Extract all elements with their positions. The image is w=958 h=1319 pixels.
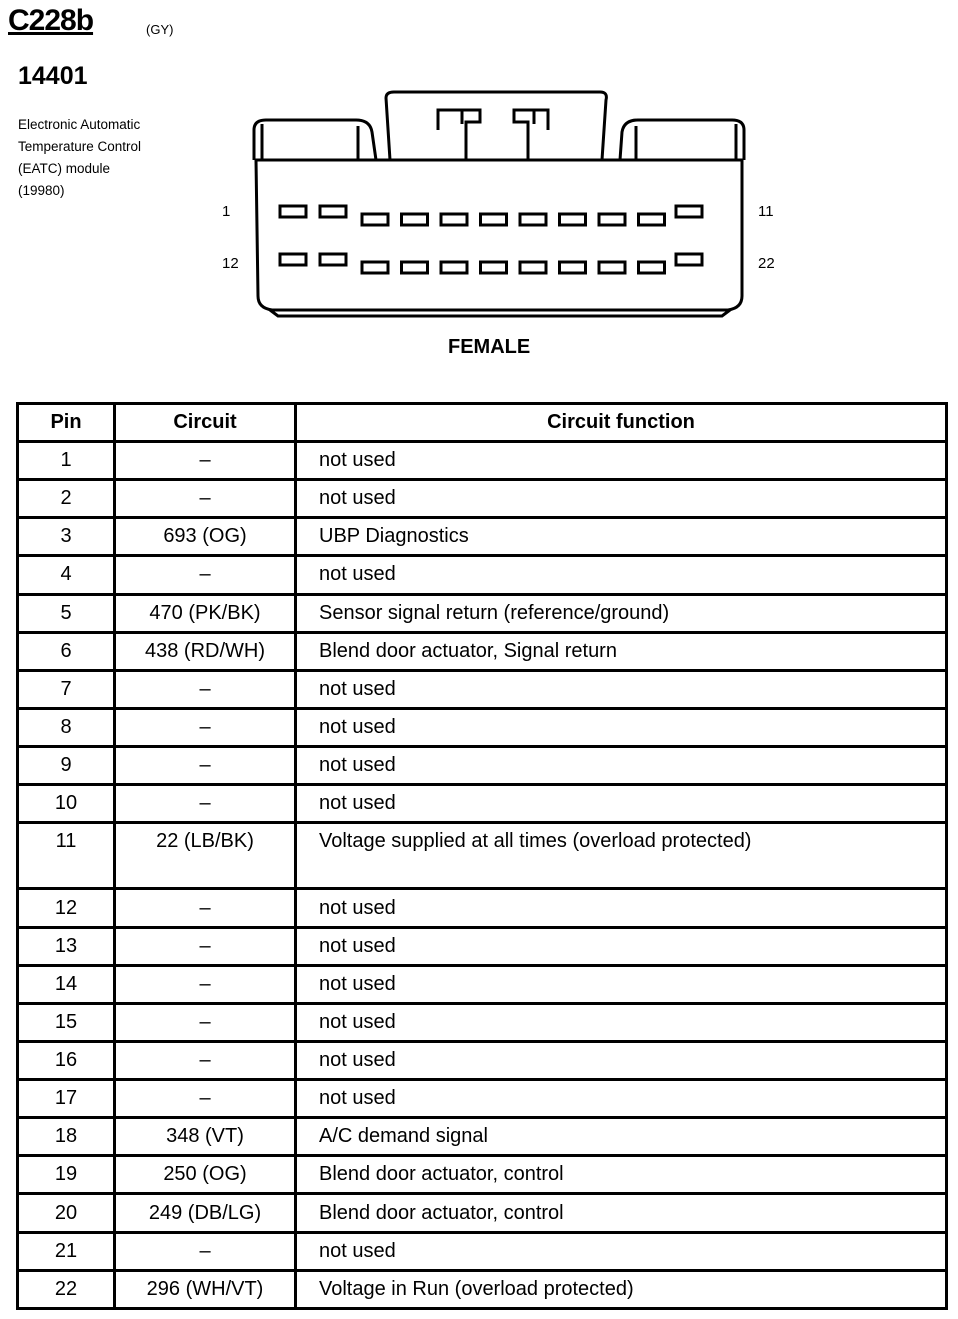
table-row xyxy=(18,785,947,823)
pin-cell: 10 xyxy=(18,785,115,823)
function-cell: Voltage in Run (overload protected) xyxy=(296,1270,947,1308)
connector-face-diagram xyxy=(230,88,760,320)
circuit-cell: – xyxy=(115,889,296,927)
pin-cell: 1 xyxy=(18,442,115,480)
pin-cavity xyxy=(481,214,507,225)
connector-color-code: (GY) xyxy=(146,22,174,37)
pin-label-1: 1 xyxy=(222,203,231,220)
column-header-pin: Pin xyxy=(18,404,115,442)
function-cell: not used xyxy=(296,965,947,1003)
pin-cavity xyxy=(599,262,625,273)
column-header-function: Circuit function xyxy=(296,404,947,442)
circuit-cell: – xyxy=(115,442,296,480)
pin-cavity xyxy=(280,254,306,265)
pin-cavity xyxy=(639,214,665,225)
table-row xyxy=(18,965,947,1003)
table-row xyxy=(18,670,947,708)
function-cell: not used xyxy=(296,1041,947,1079)
function-cell: not used xyxy=(296,480,947,518)
circuit-cell: – xyxy=(115,708,296,746)
function-cell: not used xyxy=(296,670,947,708)
circuit-cell: – xyxy=(115,670,296,708)
description-line: (EATC) module xyxy=(18,161,111,176)
pin-cavity xyxy=(676,206,702,217)
table-row xyxy=(18,927,947,965)
pin-cell: 18 xyxy=(18,1118,115,1156)
circuit-cell: – xyxy=(115,480,296,518)
pin-cavity xyxy=(599,214,625,225)
description-line: (19980) xyxy=(18,183,65,198)
function-cell: not used xyxy=(296,889,947,927)
pin-cell: 12 xyxy=(18,889,115,927)
function-cell: not used xyxy=(296,1080,947,1118)
circuit-cell: – xyxy=(115,1232,296,1270)
circuit-cell: 250 (OG) xyxy=(115,1156,296,1194)
table-row xyxy=(18,1270,947,1308)
column-header-circuit: Circuit xyxy=(115,404,296,442)
circuit-cell: – xyxy=(115,747,296,785)
pin-cavity xyxy=(402,214,428,225)
circuit-cell: – xyxy=(115,927,296,965)
pin-cavity xyxy=(441,214,467,225)
description-line: Temperature Control xyxy=(18,139,142,154)
pin-label-11: 11 xyxy=(758,203,774,220)
pin-cell: 2 xyxy=(18,480,115,518)
circuit-cell: 249 (DB/LG) xyxy=(115,1194,296,1232)
pin-cell: 3 xyxy=(18,518,115,556)
pin-cell: 21 xyxy=(18,1232,115,1270)
pin-cavity xyxy=(320,206,346,217)
table-row xyxy=(18,1118,947,1156)
connector-id: C228b xyxy=(8,4,94,37)
pin-cavity xyxy=(280,206,306,217)
pin-table xyxy=(16,402,948,1310)
table-row xyxy=(18,480,947,518)
pin-cell: 13 xyxy=(18,927,115,965)
circuit-cell: – xyxy=(115,1003,296,1041)
function-cell: not used xyxy=(296,1003,947,1041)
circuit-cell: – xyxy=(115,556,296,594)
function-cell: A/C demand signal xyxy=(296,1118,947,1156)
component-description xyxy=(18,114,208,202)
function-cell: Voltage supplied at all times (overload protected) xyxy=(296,823,947,889)
pin-cell: 19 xyxy=(18,1156,115,1194)
function-cell: not used xyxy=(296,785,947,823)
table-row xyxy=(18,632,947,670)
pin-cell: 4 xyxy=(18,556,115,594)
pin-cavity xyxy=(676,254,702,265)
pin-cavity xyxy=(402,262,428,273)
pin-cell: 17 xyxy=(18,1080,115,1118)
function-cell: not used xyxy=(296,708,947,746)
function-cell: Blend door actuator, control xyxy=(296,1194,947,1232)
table-row xyxy=(18,747,947,785)
table-row xyxy=(18,1080,947,1118)
function-cell: not used xyxy=(296,556,947,594)
table-row xyxy=(18,442,947,480)
pin-cell: 14 xyxy=(18,965,115,1003)
table-row xyxy=(18,823,947,889)
circuit-cell: – xyxy=(115,1041,296,1079)
pin-cell: 11 xyxy=(18,823,115,889)
table-row xyxy=(18,1003,947,1041)
pin-label-22: 22 xyxy=(758,255,775,272)
table-row xyxy=(18,1232,947,1270)
table-row xyxy=(18,1194,947,1232)
pin-cell: 6 xyxy=(18,632,115,670)
description-line: Electronic Automatic xyxy=(18,117,141,132)
function-cell: not used xyxy=(296,927,947,965)
pin-label-12: 12 xyxy=(222,255,239,272)
table-row xyxy=(18,594,947,632)
pin-cell: 22 xyxy=(18,1270,115,1308)
function-cell: Sensor signal return (reference/ground) xyxy=(296,594,947,632)
function-cell: not used xyxy=(296,1232,947,1270)
pin-cavity xyxy=(362,214,388,225)
function-cell: not used xyxy=(296,442,947,480)
table-row xyxy=(18,889,947,927)
circuit-cell: 470 (PK/BK) xyxy=(115,594,296,632)
function-cell: not used xyxy=(296,747,947,785)
circuit-cell: 348 (VT) xyxy=(115,1118,296,1156)
pin-cell: 15 xyxy=(18,1003,115,1041)
pin-cell: 5 xyxy=(18,594,115,632)
pin-cavity xyxy=(481,262,507,273)
pin-cell: 9 xyxy=(18,747,115,785)
table-row xyxy=(18,1156,947,1194)
pin-cavity xyxy=(520,214,546,225)
pin-cavity xyxy=(362,262,388,273)
pin-cavity xyxy=(560,214,586,225)
pin-cell: 16 xyxy=(18,1041,115,1079)
function-cell: Blend door actuator, control xyxy=(296,1156,947,1194)
table-row xyxy=(18,518,947,556)
circuit-cell: 22 (LB/BK) xyxy=(115,823,296,889)
pin-cavity xyxy=(520,262,546,273)
pin-cavity xyxy=(639,262,665,273)
circuit-cell: – xyxy=(115,785,296,823)
circuit-cell: 296 (WH/VT) xyxy=(115,1270,296,1308)
circuit-cell: – xyxy=(115,1080,296,1118)
table-row xyxy=(18,1041,947,1079)
pin-cell: 20 xyxy=(18,1194,115,1232)
circuit-cell: 693 (OG) xyxy=(115,518,296,556)
connector-gender-label: FEMALE xyxy=(448,336,531,358)
table-row xyxy=(18,708,947,746)
function-cell: UBP Diagnostics xyxy=(296,518,947,556)
pin-cell: 7 xyxy=(18,670,115,708)
pin-cell: 8 xyxy=(18,708,115,746)
part-number: 14401 xyxy=(18,62,88,90)
pin-cavity xyxy=(441,262,467,273)
pin-cavity xyxy=(560,262,586,273)
pin-cavity xyxy=(320,254,346,265)
circuit-cell: 438 (RD/WH) xyxy=(115,632,296,670)
table-row xyxy=(18,556,947,594)
function-cell: Blend door actuator, Signal return xyxy=(296,632,947,670)
circuit-cell: – xyxy=(115,965,296,1003)
